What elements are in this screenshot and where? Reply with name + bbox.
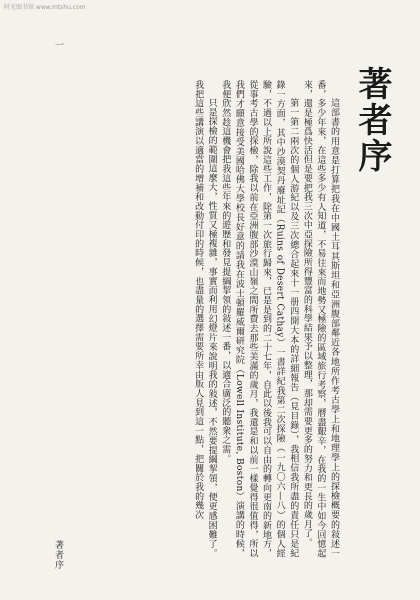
watermark: 时光图书馆 www.mtshu.com [4, 4, 86, 11]
paragraph: 這部書的用意是打算把我在中國土耳其斯坦和亞洲腹部鄰近各地所作考古學上和地理學上的探檢概要的敍述一番，多少年來，在這些多少有人知道，不易往來而地勢又極險的區域旅行考察，曆盡艱辛，在我的一生中如今回憶起來，還是極爲快活但是要把我三次中亞探險所得豐富的科學結果予以整理，那却需要更多的努力和更長的歲月了。 [301, 80, 339, 558]
page-title: 著者序 [352, 66, 392, 174]
running-head: 著者序 [53, 540, 63, 570]
paragraph: 第一第二兩次的個人游紀以及三次總合起來十一册四開大本的詳細報告（見目錄），我相信我所盡的責任只是紀錄一方面，其中沙漠契丹廢址記（Ruins of Desert Cathay）一書詳紀我第二次探險（一九〇六—八）的個人經驗，不過以上所說這些工作，除第一次旅行歸來，已是是到的二十七年，自此以後我可以自由的轉向更南的新地方，從事考古學的探檢，除我以前在亞洲腹部沙漠山嶺之間所費去那些美滿的歲月，我還是和以前一樣覺得很值得，所以我們才願意接受美國哈佛大學校長好意的請我在波士頓羅威爾研究院（Lowell Institute, Boston）演講的時候，我便欣然趁這機會把我這些年來的遊歷和發見提綱挈領的敍述一番，以適合廣泛的聽衆之需。 [220, 80, 299, 558]
paragraph: 只是探檢的範圍這麼大，性質又極複雜，事實而利用幻燈片來說明我的敍述，不然要提綱挈領，便更感困難了。我把這些講演以適當的增補和改動付印的時候，也盡量的選擇需要所幸由版人見到這一點，把關於我的幾次 [193, 80, 217, 558]
preface-body [62, 80, 340, 558]
page-number: 一 [53, 40, 63, 49]
